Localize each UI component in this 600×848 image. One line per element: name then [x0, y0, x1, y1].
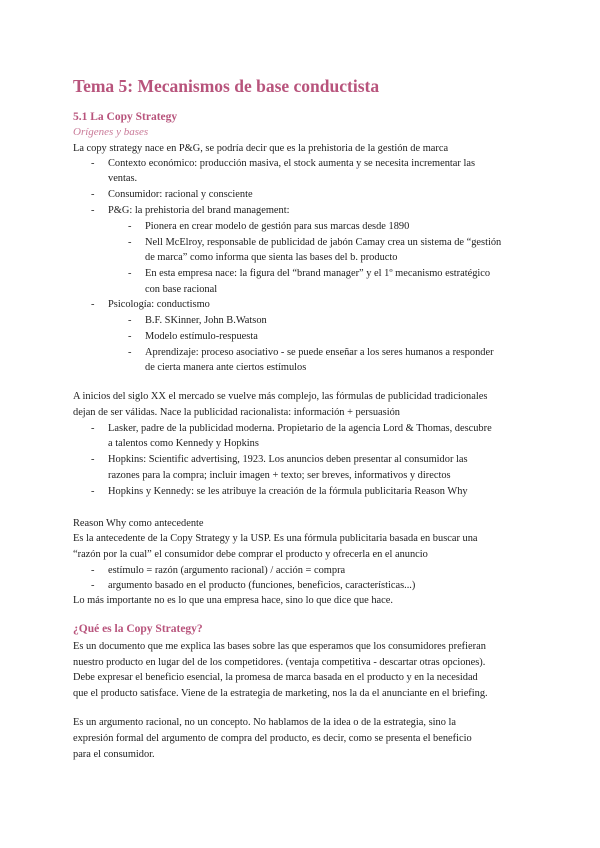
bullet-text: B.F. SKinner, John B.Watson — [145, 315, 267, 326]
paragraph-line: para el consumidor. — [73, 749, 155, 760]
section-heading: 5.1 La Copy Strategy — [73, 111, 178, 123]
bullet-dash: - — [128, 315, 132, 326]
bullet-text: En esta empresa nace: la figura del “brand manager” y el 1º mecanismo estratégico — [145, 268, 491, 279]
paragraph-line: Lo más importante no es lo que una empresa hace, sino lo que dice que hace. — [73, 595, 393, 606]
subsection-heading: Reason Why como antecedente — [73, 518, 204, 529]
bullet-text: de marca” como informa que sienta las bases del b. producto — [145, 252, 398, 263]
bullet-text: Contexto económico: producción masiva, el stock aumenta y se necesita incrementar las — [108, 158, 476, 169]
bullet-text: P&G: la prehistoria del brand management: — [108, 205, 290, 216]
bullet-text: Pionera en crear modelo de gestión para sus marcas desde 1890 — [145, 221, 410, 232]
bullet-text: con base racional — [145, 284, 218, 295]
bullet-text: Hopkins y Kennedy: se les atribuye la creación de la fórmula publicitaria Reason Why — [108, 486, 468, 497]
bullet-dash: - — [91, 565, 95, 576]
paragraph-line: nuestro producto en lugar del de los competidores. (ventaja competitiva - descartar otras opciones). — [73, 657, 486, 668]
paragraph-line: “razón por la cual” el consumidor debe comprar el producto y ofrecerla en el anuncio — [73, 549, 428, 560]
bullet-dash: - — [91, 205, 95, 216]
page-title: Tema 5: Mecanismos de base conductista — [73, 76, 380, 96]
section-subheading: Orígenes y bases — [73, 126, 149, 138]
paragraph-line: La copy strategy nace en P&G, se podría decir que es la prehistoria de la gestión de marca — [73, 143, 449, 154]
bullet-text: argumento basado en el producto (funciones, beneficios, características...) — [108, 580, 416, 591]
bullet-dash: - — [91, 189, 95, 200]
paragraph-line: Es la antecedente de la Copy Strategy y la USP. Es una fórmula publicitaria basada en buscar una — [73, 533, 478, 544]
bullet-text: Aprendizaje: proceso asociativo - se puede enseñar a los seres humanos a responder — [145, 347, 494, 358]
bullet-dash: - — [128, 331, 132, 342]
bullet-dash: - — [91, 486, 95, 497]
bullet-dash: - — [128, 268, 132, 279]
paragraph-line: A inicios del siglo XX el mercado se vuelve más complejo, las fórmulas de publicidad tradicionales — [73, 391, 488, 402]
bullet-text: de cierta manera ante ciertos estímulos — [145, 362, 307, 373]
bullet-text: ventas. — [108, 173, 138, 184]
bullet-dash: - — [91, 299, 95, 310]
bullet-dash: - — [91, 454, 95, 465]
paragraph-line: dejan de ser válidas. Nace la publicidad racionalista: información + persuasión — [73, 407, 400, 418]
bullet-dash: - — [91, 423, 95, 434]
bullet-text: Hopkins: Scientific advertising, 1923. Los anuncios deben presentar al consumidor las — [108, 454, 468, 465]
bullet-dash: - — [91, 158, 95, 169]
bullet-text: estímulo = razón (argumento racional) / acción = compra — [108, 565, 346, 576]
bullet-text: Nell McElroy, responsable de publicidad de jabón Camay crea un sistema de “gestión — [145, 237, 502, 248]
bullet-dash: - — [128, 237, 132, 248]
bullet-text: Psicología: conductismo — [108, 299, 210, 310]
bullet-text: razones para la compra; incluir imagen + texto; ser breves, informativos y directos — [108, 470, 451, 481]
paragraph-line: Es un argumento racional, no un concepto. No hablamos de la idea o de la estrategia, sino la — [73, 717, 456, 728]
paragraph-line: que el producto satisface. Viene de la estrategia de marketing, nos la da el anunciante en el briefing. — [73, 688, 488, 699]
section-heading: ¿Qué es la Copy Strategy? — [73, 623, 203, 635]
bullet-dash: - — [91, 580, 95, 591]
bullet-dash: - — [128, 221, 132, 232]
bullet-dash: - — [128, 347, 132, 358]
bullet-text: Lasker, padre de la publicidad moderna. Propietario de la agencia Lord & Thomas, descubre — [108, 423, 492, 434]
bullet-text: a talentos como Kennedy y Hopkins — [108, 438, 259, 449]
bullet-text: Consumidor: racional y consciente — [108, 189, 253, 200]
paragraph-line: Debe expresar el beneficio esencial, la promesa de marca basada en el producto y en la necesidad — [73, 672, 478, 683]
bullet-text: Modelo estímulo-respuesta — [145, 331, 258, 342]
paragraph-line: expresión formal del argumento de compra del producto, es decir, como se presenta el beneficio — [73, 733, 472, 744]
paragraph-line: Es un documento que me explica las bases sobre las que esperamos que los consumidores prefieran — [73, 641, 486, 652]
